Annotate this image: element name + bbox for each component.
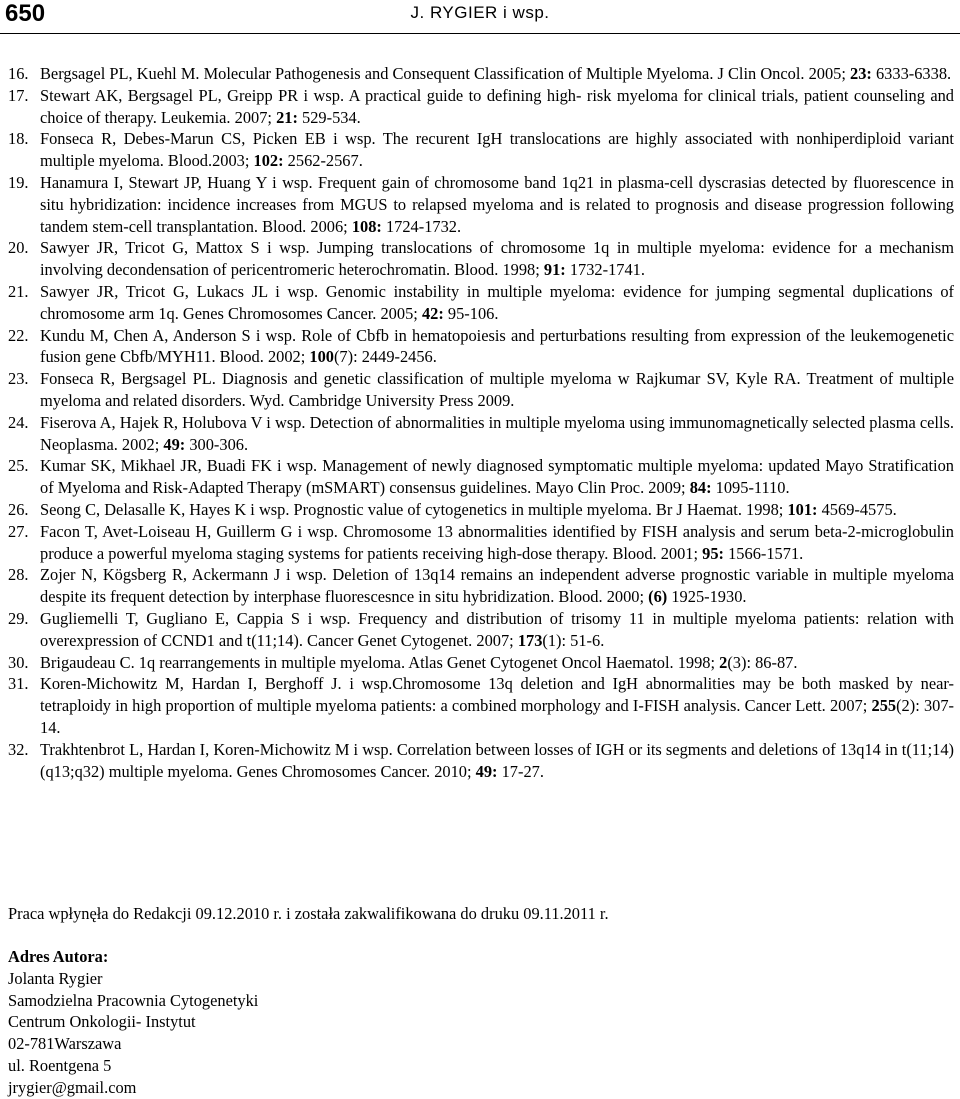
reference-number: 26. <box>8 499 29 519</box>
reference-number: 20. <box>8 238 29 258</box>
reference-text: Gugliemelli T, Gugliano E, Cappia S i wsp. Frequency and distribution of trisomy 11 in multiple myeloma patients: relation with overexpression of CCND1 and t(11;14). Cancer Genet Cytogenet. 2007; <box>40 608 954 650</box>
reference-text: Seong C, Delasalle K, Hayes K i wsp. Prognostic value of cytogenetics in multiple myeloma. Br J Haemat. 1998; <box>40 499 788 519</box>
reference-item <box>8 325 954 369</box>
reference-number: 30. <box>8 652 29 672</box>
address-title: Adres Autora: <box>8 947 109 966</box>
reference-number: 21. <box>8 281 29 301</box>
reference-item <box>8 499 954 521</box>
reference-item <box>8 237 954 281</box>
reference-volume: 102: <box>253 151 284 171</box>
reference-text: Stewart AK, Bergsagel PL, Greipp PR i wsp. A practical guide to defining high- risk myeloma for clinical trials, patient counseling and choice of therapy. Leukemia. 2007; <box>40 85 954 127</box>
reference-volume: 42: <box>421 303 444 323</box>
reference-item <box>8 521 954 565</box>
reference-item <box>8 455 954 499</box>
address-line: jrygier@gmail.com <box>8 1077 137 1097</box>
running-head: J. RYGIER i wsp. <box>410 3 550 22</box>
reference-text: 6333-6338. <box>871 64 952 83</box>
reference-list <box>8 63 954 782</box>
reference-text: 1095-1110. <box>711 478 790 498</box>
author-address <box>8 946 258 1099</box>
reference-text: Bergsagel PL, Kuehl M. Molecular Pathogenesis and Consequent Classification of Multiple Myeloma. J Clin Oncol. 2005; <box>40 64 851 83</box>
reference-text: 1732-1741. <box>565 260 645 280</box>
reference-text: Kundu M, Chen A, Anderson S i wsp. Role of Cbfb in hematopoiesis and perturbations resulting from expression of the leukemogenetic fusion gene Cbfb/MYH11. Blood. 2002; <box>40 325 954 367</box>
reference-volume: 255 <box>871 696 897 716</box>
reference-text: 1566-1571. <box>724 543 804 563</box>
reference-text: 1724-1732. <box>381 216 462 236</box>
address-line: Jolanta Rygier <box>8 968 103 988</box>
reference-number: 22. <box>8 325 29 345</box>
reference-text: Hanamura I, Stewart JP, Huang Y i wsp. Frequent gain of chromosome band 1q21 in plasma-cell dyscrasias detected by fluorescence in situ hybridization: incidence increases from MGUS to relapsed myeloma and is related to prognosis and disease progression following tandem stem-cell transplantation. Blood. 2006; <box>40 172 954 236</box>
reference-item <box>8 368 954 412</box>
reference-text: Koren-Michowitz M, Hardan I, Berghoff J. i wsp.Chromosome 13q deletion and IgH abnormalities may be both masked by near-tetraploidy in high proportion of multiple myeloma patients: a combined morphology and I-FISH analysis. Cancer Lett. 2007; <box>40 674 954 716</box>
reference-number: 32. <box>8 739 29 759</box>
reference-text: 2562-2567. <box>283 151 363 171</box>
address-line: ul. Roentgena 5 <box>8 1055 112 1075</box>
reference-item <box>8 652 954 674</box>
reference-number: 24. <box>8 412 29 432</box>
reference-text: (2): 307-14. <box>40 696 954 737</box>
reference-text: Trakhtenbrot L, Hardan I, Koren-Michowitz M i wsp. Correlation between losses of IGH or its segments and deletions of 13q14 in t(11;14)(q13;q32) multiple myeloma. Genes Chromosomes Cancer. 2010; <box>40 739 954 781</box>
reference-volume: 108: <box>351 216 382 236</box>
reference-item <box>8 172 954 237</box>
reference-text: Sawyer JR, Tricot G, Lukacs JL i wsp. Genomic instability in multiple myeloma: evidence for jumping segmental duplications of chromosome arm 1q. Genes Chromosomes Cancer. 2005; <box>40 281 954 323</box>
reference-item <box>8 739 954 783</box>
reference-text: (3): 86-87. <box>727 652 798 672</box>
reference-volume: 173 <box>517 630 543 650</box>
reference-text: 17-27. <box>497 761 544 781</box>
reference-number: 19. <box>8 172 29 192</box>
reference-text: Sawyer JR, Tricot G, Mattox S i wsp. Jumping translocations of chromosome 1q in multiple myeloma: evidence for a mechanism involving decondensation of pericentromeric heterochromatin. Blood. 1998; <box>40 238 954 280</box>
reference-volume: 49: <box>475 761 498 781</box>
reference-text: 529-534. <box>297 107 361 127</box>
page-header <box>0 0 960 34</box>
page-number: 650 <box>5 0 46 27</box>
reference-number: 25. <box>8 456 29 476</box>
reference-volume: (6) <box>648 587 668 607</box>
reference-text: Facon T, Avet-Loiseau H, Guillerm G i wsp. Chromosome 13 abnormalities identified by FISH analysis and serum beta-2-microglobulin produce a powerful myeloma staging systems for patients receiving high-dose therapy. Blood. 2001; <box>40 521 954 563</box>
reference-text: Fiserova A, Hajek R, Holubova V i wsp. Detection of abnormalities in multiple myeloma using immunomagnetically selected plasma cells. Neoplasma. 2002; <box>40 412 954 454</box>
reference-volume: 100 <box>309 347 334 367</box>
reference-text: Zojer N, Kögsberg R, Ackermann J i wsp. Deletion of 13q14 remains an independent adverse prognostic variable in multiple myeloma despite its frequent detection by interphase fluorescesnce in situ hybridization. Blood. 2000; <box>40 565 954 607</box>
reference-text: 1925-1930. <box>667 587 747 607</box>
reference-item <box>8 85 954 129</box>
address-line: Samodzielna Pracownia Cytogenetyki <box>8 990 259 1010</box>
reference-volume: 101: <box>787 499 818 519</box>
reference-number: 31. <box>8 674 29 694</box>
reference-text: 95-106. <box>443 303 499 323</box>
reference-text: Brigaudeau C. 1q rearrangements in multiple myeloma. Atlas Genet Cytogenet Oncol Haematol. 1998; <box>40 652 720 672</box>
reference-volume: 49: <box>163 434 186 454</box>
reference-volume: 21: <box>276 107 298 127</box>
reference-item <box>8 608 954 652</box>
reference-volume: 91: <box>543 260 566 280</box>
reference-text: 4569-4575. <box>817 499 897 519</box>
reference-number: 27. <box>8 521 29 541</box>
reference-item <box>8 128 954 172</box>
reference-volume: 2 <box>719 652 728 672</box>
reference-text: Fonseca R, Bergsagel PL. Diagnosis and genetic classification of multiple myeloma w Rajkumar SV, Kyle RA. Treatment of multiple myeloma and related disorders. Wyd. Cambridge University Press 2009. <box>40 369 954 410</box>
reference-volume: 23: <box>850 64 872 83</box>
reference-number: 16. <box>8 64 29 83</box>
reference-number: 17. <box>8 85 29 105</box>
reference-text: Kumar SK, Mikhael JR, Buadi FK i wsp. Management of newly diagnosed symptomatic multiple myeloma: updated Mayo Stratification of Myeloma and Risk-Adapted Therapy (mSMART) consensus guidelines. Mayo Clin Proc. 2009; <box>40 456 954 498</box>
reference-number: 18. <box>8 129 29 149</box>
reference-number: 28. <box>8 565 29 585</box>
reference-item <box>8 673 954 738</box>
reference-number: 29. <box>8 608 29 628</box>
reference-text: 300-306. <box>185 434 249 454</box>
reference-text: (7): 2449-2456. <box>333 347 437 367</box>
reference-item <box>8 281 954 325</box>
reference-text: (1): 51-6. <box>542 630 605 650</box>
reference-number: 23. <box>8 369 29 389</box>
header-rule <box>0 33 960 34</box>
reference-text: Fonseca R, Debes-Marun CS, Picken EB i wsp. The recurent IgH translocations are highly associated with nonhiperdiploid variant multiple myeloma. Blood.2003; <box>40 129 954 171</box>
reference-item <box>8 564 954 608</box>
received-note: Praca wpłynęła do Redakcji 09.12.2010 r. i została zakwalifikowana do druku 09.11.2011 r. <box>8 904 609 923</box>
reference-volume: 95: <box>702 543 725 563</box>
address-line: 02-781Warszawa <box>8 1034 122 1054</box>
address-line: Centrum Onkologii- Instytut <box>8 1012 196 1032</box>
reference-volume: 84: <box>689 478 712 498</box>
reference-item <box>8 63 954 85</box>
reference-item <box>8 412 954 456</box>
